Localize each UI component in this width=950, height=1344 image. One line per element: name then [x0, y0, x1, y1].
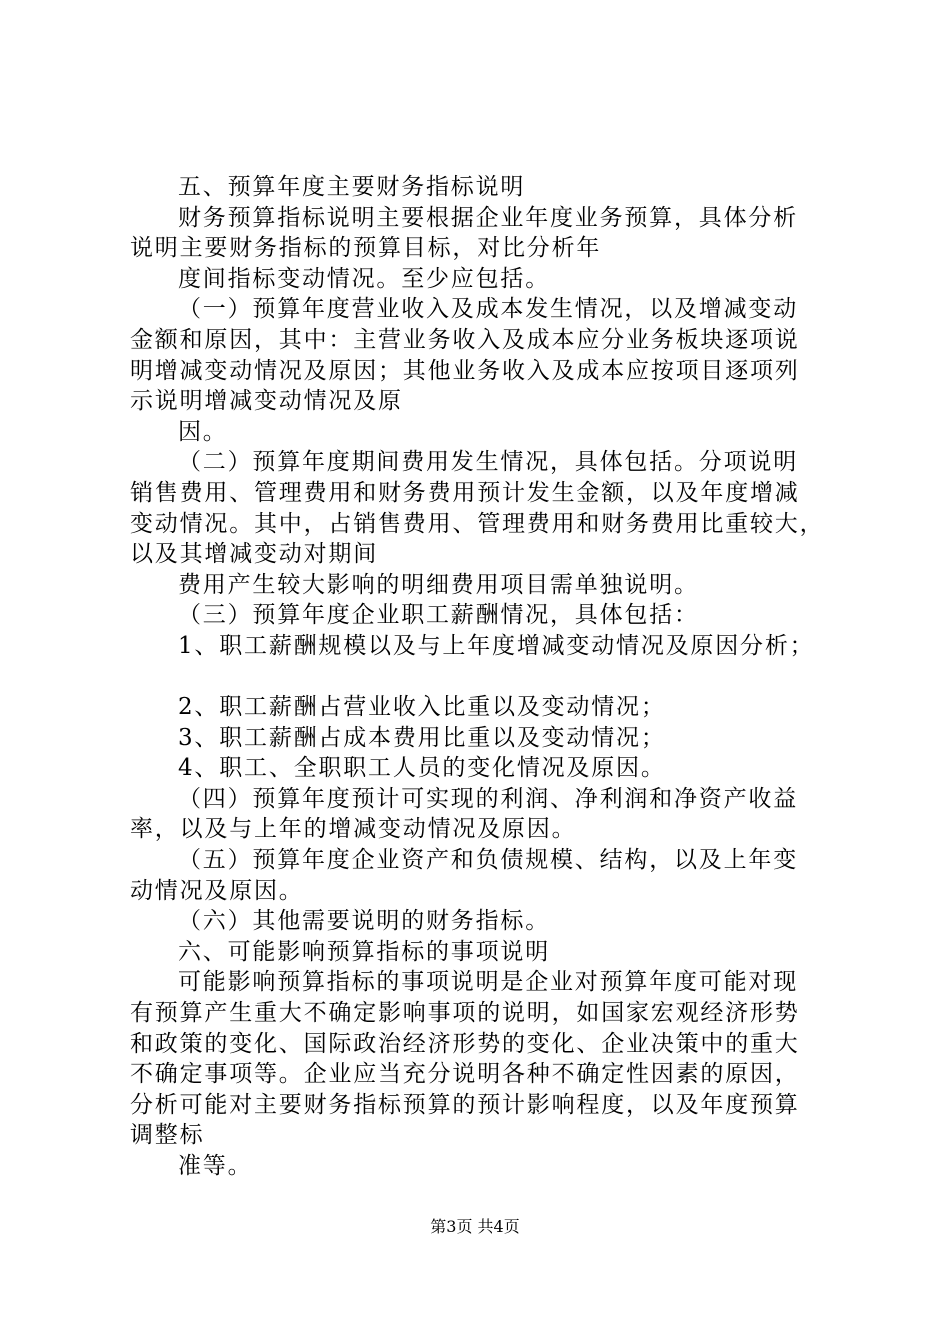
paragraph-line: 度间指标变动情况。至少应包括。 — [178, 265, 550, 292]
paragraph-line: 金额和原因，其中：主营业务收入及成本应分业务板块逐项说 — [130, 326, 800, 353]
paragraph-line: 动情况及原因。 — [130, 877, 304, 904]
paragraph-line: 说明主要财务指标的预算目标，对比分析年 — [130, 235, 602, 262]
paragraph-line: 费用产生较大影响的明细费用项目需单独说明。 — [178, 571, 699, 598]
paragraph-line: 准等。 — [178, 1153, 253, 1179]
paragraph-line: 调整标 — [130, 1122, 205, 1149]
paragraph-line: 销售费用、管理费用和财务费用预计发生金额，以及年度增减 — [130, 479, 800, 506]
page-number-footer: 第3页 共4页 — [430, 1217, 520, 1236]
paragraph-line: 和政策的变化、国际政治经济形势的变化、企业决策中的重大 — [130, 1030, 800, 1057]
list-item-2-line: （二）预算年度期间费用发生情况，具体包括。分项说明 — [178, 449, 798, 476]
paragraph-line: 变动情况。其中，占销售费用、管理费用和财务费用比重较大， — [130, 510, 825, 537]
paragraph-line: 示说明增减变动情况及原 — [130, 388, 403, 415]
list-item-1-line: （一）预算年度营业收入及成本发生情况，以及增减变动 — [178, 296, 798, 323]
list-item-5-line: （五）预算年度企业资产和负债规模、结构，以及上年变 — [178, 847, 798, 874]
blank-line — [130, 662, 840, 693]
list-item-6-line: （六）其他需要说明的财务指标。 — [178, 908, 550, 935]
list-item-4-line: （四）预算年度预计可实现的利润、净利润和净资产收益 — [178, 785, 798, 812]
section-heading-5: 五、预算年度主要财务指标说明 — [178, 174, 526, 200]
paragraph-line: 以及其增减变动对期间 — [130, 541, 378, 568]
list-item-3-line: （三）预算年度企业职工薪酬情况，具体包括： — [178, 602, 699, 629]
paragraph-line: 率，以及与上年的增减变动情况及原因。 — [130, 816, 577, 843]
paragraph-line: 明增减变动情况及原因；其他业务收入及成本应按项目逐项列 — [130, 357, 800, 384]
sub-item-1: 1、职工薪酬规模以及与上年度增减变动情况及原因分析； — [178, 632, 815, 659]
paragraph-line: 可能影响预算指标的事项说明是企业对预算年度可能对现 — [178, 969, 798, 996]
sub-item-3: 3、职工薪酬占成本费用比重以及变动情况； — [178, 724, 666, 751]
paragraph-line: 分析可能对主要财务指标预算的预计影响程度，以及年度预算 — [130, 1091, 800, 1118]
paragraph-line: 财务预算指标说明主要根据企业年度业务预算，具体分析 — [178, 204, 798, 231]
sub-item-4: 4、职工、全职职工人员的变化情况及原因。 — [178, 755, 666, 782]
paragraph-line: 不确定事项等。企业应当充分说明各种不确定性因素的原因， — [130, 1061, 800, 1088]
paragraph-line: 有预算产生重大不确定影响事项的说明，如国家宏观经济形势 — [130, 1000, 800, 1027]
section-heading-6: 六、可能影响预算指标的事项说明 — [178, 938, 550, 965]
paragraph-line: 因。 — [178, 418, 228, 445]
document-body — [130, 172, 840, 1182]
sub-item-2: 2、职工薪酬占营业收入比重以及变动情况； — [178, 694, 666, 721]
